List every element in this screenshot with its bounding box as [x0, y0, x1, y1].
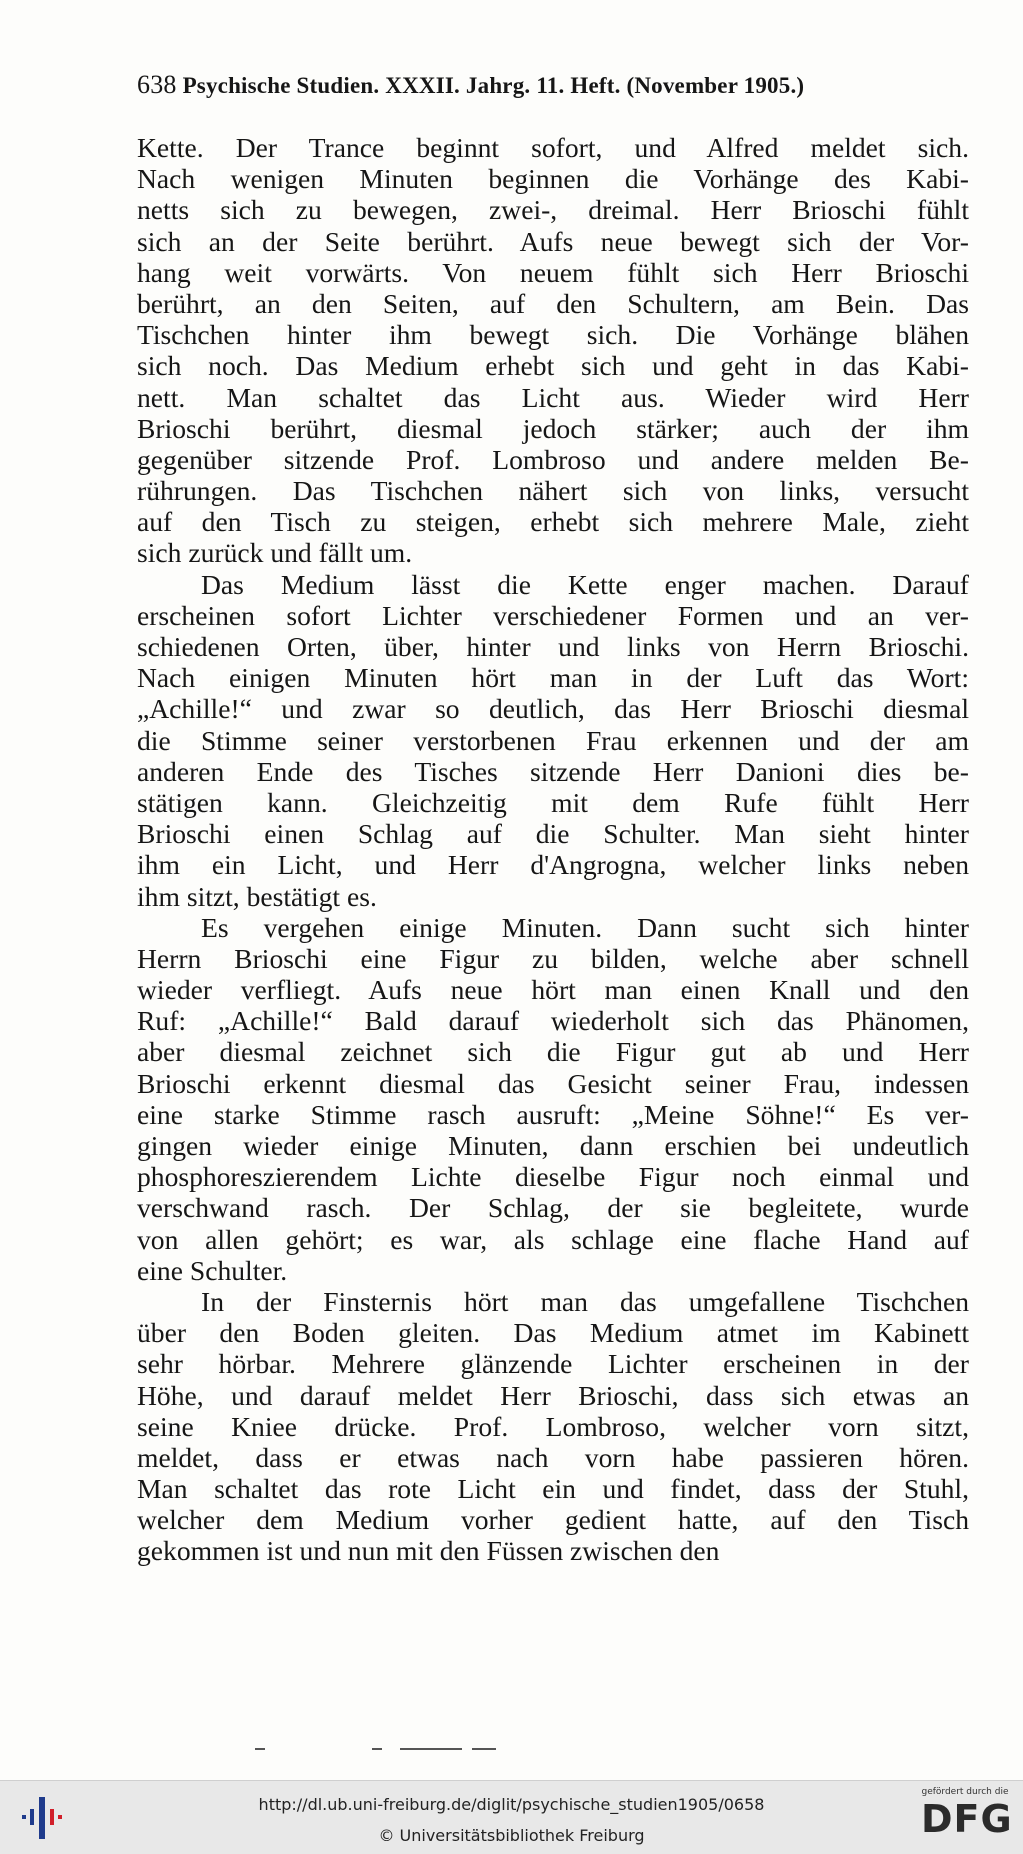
body-text: [137, 132, 969, 1567]
text-line: eine Schulter.: [137, 1254, 288, 1286]
text-line: Tischchen hinter ihm bewegt sich. Die Vorhänge blähen: [137, 319, 969, 351]
text-line: hang weit vorwärts. Von neuem fühlt sich Herr Brioschi: [137, 256, 969, 288]
text-line: Brioschi erkennt diesmal das Gesicht seiner Frau, indessen: [137, 1067, 969, 1099]
print-mark: [472, 1748, 496, 1750]
text-line: Nach einigen Minuten hört man in der Luft das Wort:: [137, 662, 969, 694]
text-line: Brioschi berührt, diesmal jedoch stärker; auch der ihm: [137, 412, 969, 444]
text-line: Es vergehen einige Minuten. Dann sucht sich hinter: [201, 911, 969, 943]
text-line: die Stimme seiner verstorbenen Frau erkennen und der am: [137, 724, 969, 756]
text-line: phosphoreszierendem Lichte dieselbe Figur noch einmal und: [137, 1161, 969, 1193]
text-line: seine Kniee drücke. Prof. Lombroso, welcher vorn sitzt,: [137, 1410, 969, 1442]
viewer-footer: [0, 1780, 1023, 1854]
text-line: gekommen ist und nun mit den Füssen zwischen den: [137, 1535, 720, 1567]
text-line: erscheinen sofort Lichter verschiedener Formen und an ver-: [137, 599, 969, 631]
text-line: Herrn Brioschi eine Figur zu bilden, welche aber schnell: [137, 942, 969, 974]
text-line: schiedenen Orten, über, hinter und links von Herrn Brioschi.: [137, 631, 969, 662]
text-line: aber diesmal zeichnet sich die Figur gut ab und Herr: [137, 1036, 969, 1068]
text-line: welcher dem Medium vorher gedient hatte, auf den Tisch: [137, 1504, 969, 1536]
text-line: Kette. Der Trance beginnt sofort, und Alfred meldet sich.: [137, 132, 969, 163]
text-line: rührungen. Das Tischchen nähert sich von links, versucht: [137, 475, 969, 507]
text-line: von allen gehört; es war, als schlage eine flache Hand auf: [137, 1223, 969, 1255]
text-line: berührt, an den Seiten, auf den Schultern, am Bein. Das: [137, 287, 969, 319]
text-line: Man schaltet das rote Licht ein und findet, dass der Stuhl,: [137, 1473, 969, 1505]
text-line: über den Boden gleiten. Das Medium atmet im Kabinett: [137, 1317, 969, 1349]
text-line: stätigen kann. Gleichzeitig mit dem Rufe fühlt Herr: [137, 786, 969, 818]
text-line: sich noch. Das Medium erhebt sich und geht in das Kabi-: [137, 350, 969, 382]
dfg-wordmark: DFG: [921, 1797, 1013, 1841]
text-line: anderen Ende des Tisches sitzende Herr Danioni dies be-: [137, 755, 969, 787]
text-line: sich zurück und fällt um.: [137, 537, 413, 569]
text-line: Höhe, und darauf meldet Herr Brioschi, dass sich etwas an: [137, 1379, 969, 1411]
text-line: gegenüber sitzende Prof. Lombroso und andere melden Be-: [137, 443, 969, 475]
dfg-funding-text: gefördert durch die: [921, 1787, 1009, 1797]
running-title: Psychische Studien. XXXII. Jahrg. 11. Heft. (November 1905.): [182, 73, 805, 98]
text-line: netts sich zu bewegen, zwei-, dreimal. Herr Brioschi fühlt: [137, 194, 969, 226]
text-line: eine starke Stimme rasch ausruft: „Meine Söhne!“ Es ver-: [137, 1098, 969, 1130]
text-line: sich an der Seite berührt. Aufs neue bewegt sich der Vor-: [137, 225, 969, 257]
text-line: meldet, dass er etwas nach vorn habe passieren hören.: [137, 1441, 969, 1473]
text-line: Ruf: „Achille!“ Bald darauf wiederholt sich das Phänomen,: [137, 1005, 969, 1037]
text-line: nett. Man schaltet das Licht aus. Wieder wird Herr: [137, 381, 969, 413]
dfg-logo: [921, 1787, 1013, 1849]
running-header: [137, 70, 969, 100]
text-line: auf den Tisch zu steigen, erhebt sich mehrere Male, zieht: [137, 506, 969, 538]
text-line: Das Medium lässt die Kette enger machen. Darauf: [201, 568, 969, 600]
text-line: ihm sitzt, bestätigt es.: [137, 880, 377, 912]
text-line: sehr hörbar. Mehrere glänzende Lichter erscheinen in der: [137, 1348, 969, 1380]
text-line: gingen wieder einige Minuten, dann erschien bei undeutlich: [137, 1130, 969, 1161]
print-mark: [255, 1748, 265, 1750]
text-line: In der Finsternis hört man das umgefallene Tischchen: [201, 1285, 969, 1317]
document-url[interactable]: http://dl.ub.uni-freiburg.de/diglit/psychische_studien1905/0658: [258, 1795, 765, 1814]
text-line: „Achille!“ und zwar so deutlich, das Herr Brioschi diesmal: [137, 693, 969, 725]
print-mark: [372, 1748, 382, 1750]
text-line: wieder verfliegt. Aufs neue hört man einen Knall und den: [137, 974, 969, 1006]
text-line: Nach wenigen Minuten beginnen die Vorhänge des Kabi-: [137, 163, 969, 195]
text-line: Brioschi einen Schlag auf die Schulter. Man sieht hinter: [137, 818, 969, 850]
copyright-notice: © Universitätsbibliothek Freiburg: [378, 1826, 645, 1845]
text-line: ihm ein Licht, und Herr d'Angrogna, welcher links neben: [137, 849, 969, 881]
page-number: 638: [137, 70, 177, 99]
text-line: verschwand rasch. Der Schlag, der sie begleitete, wurde: [137, 1192, 969, 1224]
print-mark: [400, 1748, 462, 1750]
